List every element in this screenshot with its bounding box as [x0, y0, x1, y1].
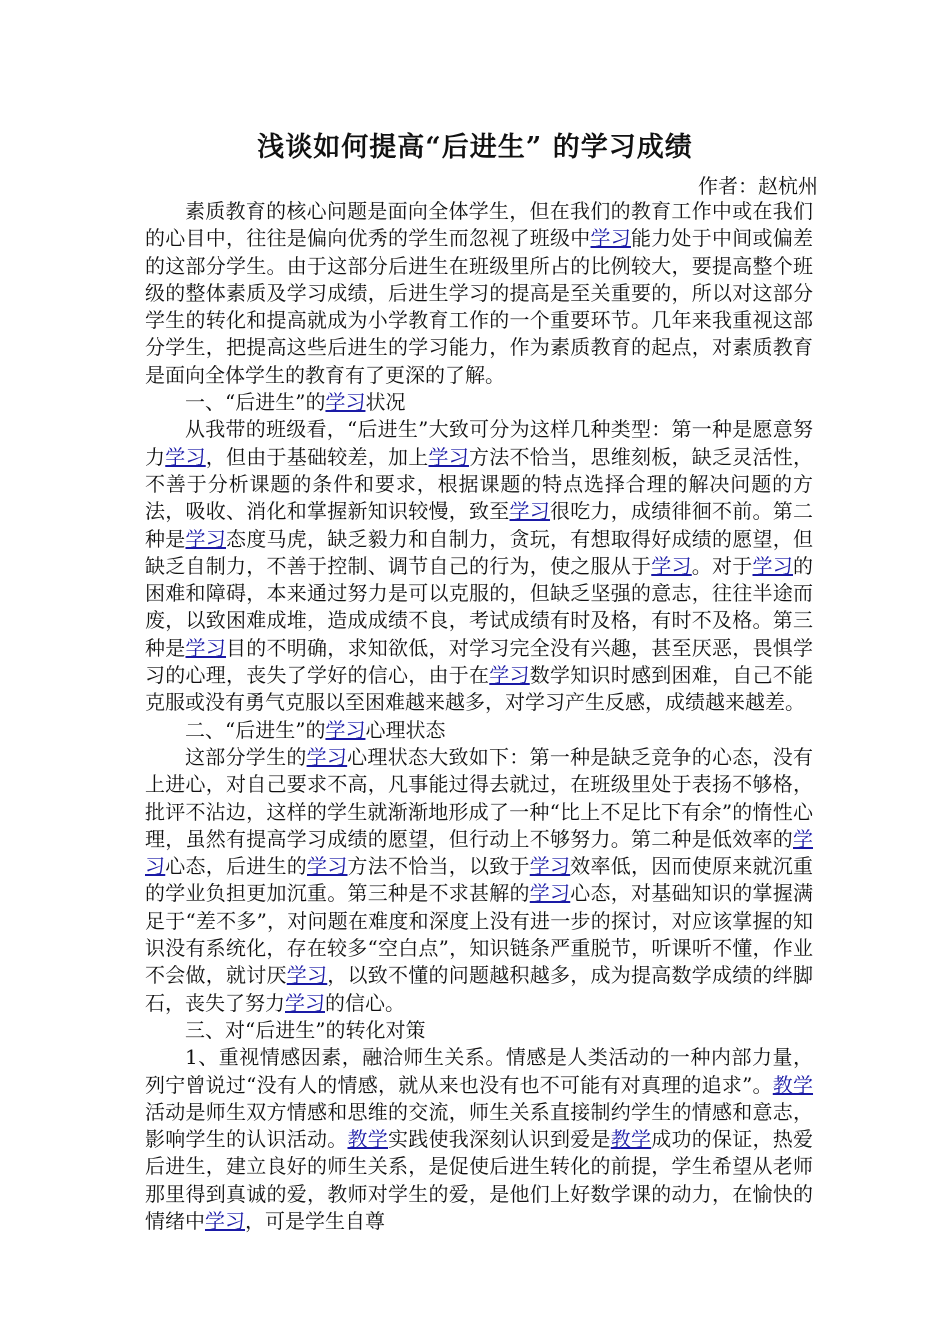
text-run: 成功的保证，热爱后进生，建立良好的师生关系，是促使后进生转化的前提，学生希望从老师那里得到真诚的爱，教师对学生的爱，是他们上好数学课的动力，在愉快的情绪中 [145, 1127, 813, 1233]
document-title: 浅谈如何提高“后进生” 的学习成绩 [257, 132, 693, 163]
text-run: 能力处于中间或偏差的这部分学生。由于这部分后进生在班级里所占的比例较大，要提高整个班级的整体素质及学习成绩，后进生学习的提高是至关重要的，所以对这部分学生的转化和提高就成为小学教育工作的一个重要环节。几年来我重视这部分学生，把提高这些后进生的学习能力，作为素质教育的起点，对素质教育是面向全体学生的教育有了更深的了解。 [145, 226, 813, 387]
text-run: ，但由于基础较差，加上 [205, 444, 429, 469]
text-run: 1、重视情感因素，融洽师生关系。情感是人类活动的一种内部力量，列宁曾说过“没有人的情感，就从来也没有也不可能有对真理的追求”。 [145, 1045, 813, 1097]
text-run: 数学知识时感到困难，自己不能克服或没有勇气克服以至困难越来越多，对学习产生反感，成绩越来越差。 [145, 663, 813, 715]
keyword-link[interactable]: 教学 [610, 1127, 652, 1152]
keyword-link[interactable]: 学习 [325, 390, 366, 415]
text-run: 素质教育的核心问题是面向全体学生，但在我们的教育工作中或在我们的心目中，往往是偏向优秀的学生而忽视了班级中 [145, 199, 813, 251]
keyword-link[interactable]: 教学 [347, 1127, 388, 1152]
text-run: 态度马虎，缺乏毅力和自制力，贪玩，有想取得好成绩的愿望，但缺乏自制力，不善于控制、调节自己的行为，使之服从于 [145, 526, 813, 578]
keyword-link[interactable]: 学习 [752, 553, 793, 578]
text-run: 从我带的班级看，“后进生”大致可分为这样几种类型：第一种是愿意努力 [145, 417, 813, 469]
section-heading [145, 389, 813, 416]
keyword-link[interactable]: 学习 [306, 744, 348, 769]
section-heading [145, 717, 813, 744]
document-body [145, 198, 813, 1235]
section-heading [145, 1017, 813, 1044]
keyword-link[interactable]: 学习 [428, 444, 469, 469]
body-paragraph [145, 744, 813, 1017]
text-run: 一、“后进生”的 [185, 390, 326, 415]
text-run: 效率低，因而使原来就沉重的学业负担更加沉重。第三种是不求甚解的 [145, 854, 813, 906]
body-paragraph [145, 198, 813, 389]
text-run: 心态，后进生的 [165, 854, 307, 879]
keyword-link[interactable]: 学习 [590, 226, 631, 251]
keyword-link[interactable]: 学习 [325, 717, 366, 742]
keyword-link[interactable]: 学习 [285, 990, 325, 1015]
author-line: 作者：赵杭州 [698, 174, 818, 198]
keyword-link[interactable]: 学习 [185, 526, 226, 551]
body-paragraph [145, 1044, 813, 1235]
text-run: 很吃力，成绩徘徊不前。第二种是 [145, 499, 813, 551]
text-run: 实践使我深刻认识到爱是 [388, 1127, 611, 1152]
keyword-link[interactable]: 学习 [489, 663, 530, 688]
text-run: 这部分学生的 [185, 744, 307, 769]
text-run: 心理状态大致如下：第一种是缺乏竞争的心态，没有上进心，对自己要求不高，凡事能过得去就过，在班级里处于表扬不够格，批评不沾边，这样的学生就渐渐地形成了一种“比上不足比下有余”的惰性心理，虽然有提高学习成绩的愿望，但行动上不够努力。第二种是低效率的 [145, 744, 814, 851]
keyword-link[interactable]: 学习 [529, 854, 571, 879]
keyword-link[interactable]: 学习 [145, 826, 813, 879]
keyword-link[interactable]: 学习 [205, 1208, 245, 1233]
text-run: 。对于 [691, 553, 753, 578]
keyword-link[interactable]: 教学 [772, 1072, 814, 1097]
text-run: 活动是师生双方情感和思维的交流，师生关系直接制约学生的情感和意志，影响学生的认识活动。 [145, 1099, 813, 1152]
text-run: 的信心。 [325, 990, 405, 1015]
text-run: 三、对“后进生”的转化对策 [185, 1017, 426, 1042]
text-run: ，可是学生自尊 [245, 1208, 385, 1233]
keyword-link[interactable]: 学习 [651, 553, 692, 578]
keyword-link[interactable]: 学习 [185, 635, 226, 660]
text-run: ，以致不懂的问题越积越多，成为提高数学成绩的绊脚石，丧失了努力 [145, 963, 813, 1015]
text-run: 二、“后进生”的 [185, 717, 326, 742]
keyword-link[interactable]: 学习 [529, 881, 571, 906]
text-run: 目的不明确，求知欲低，对学习完全没有兴趣，甚至厌恶，畏惧学习的心理，丧失了学好的信心，由于在 [145, 635, 813, 688]
text-run: 状况 [365, 390, 406, 415]
keyword-link[interactable]: 学习 [165, 444, 206, 469]
body-paragraph [145, 416, 813, 716]
text-run: 的困难和障碍，本来通过努力是可以克服的，但缺乏坚强的意志，往往半途而废，以致困难成堆，造成成绩不良，考试成绩有时及格，有时不及格。第三种是 [145, 553, 813, 660]
keyword-link[interactable]: 学习 [307, 854, 348, 879]
keyword-link[interactable]: 学习 [286, 963, 328, 988]
text-run: 心态，对基础知识的掌握满足于“差不多”，对问题在难度和深度上没有进一步的探讨，对应该掌握的知识没有系统化，存在较多“空白点”，知识链条严重脱节，听课听不懂，作业不会做，就讨厌 [145, 881, 813, 988]
keyword-link[interactable]: 学习 [509, 499, 550, 524]
text-run: 心理状态 [365, 717, 446, 742]
text-run: 方法不恰当，以致于 [347, 854, 530, 879]
text-run: 方法不恰当，思维刻板，缺乏灵活性，不善于分析课题的条件和要求，根据课题的特点选择合理的解决问题的方法，吸收、消化和掌握新知识较慢，致至 [145, 444, 813, 524]
